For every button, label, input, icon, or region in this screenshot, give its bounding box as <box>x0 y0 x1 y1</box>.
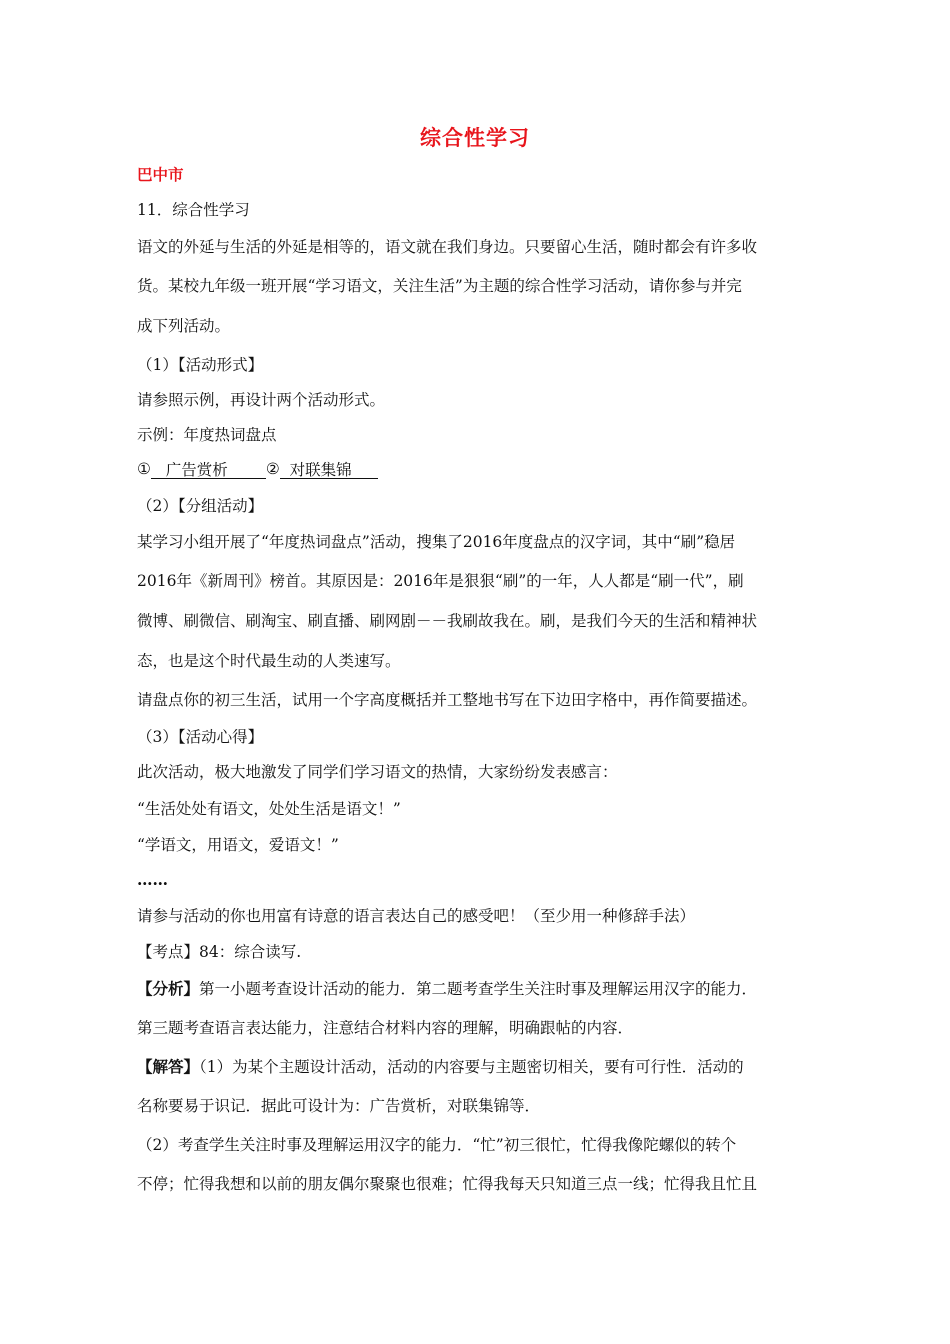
jieda-label: 【解答】 <box>137 1057 200 1076</box>
intro-line-1: 语文的外延与生活的外延是相等的，语文就在我们身边。只要留心生活，随时都会有许多收 <box>137 238 758 256</box>
answer-mark-1: ① <box>137 460 151 478</box>
intro-line-2: 货。某校九年级一班开展“学习语文，关注生活”为主题的综合性学习活动，请你参与并完 <box>137 277 742 295</box>
part1-prompt: 请参照示例，再设计两个活动形式。 <box>137 391 386 409</box>
answer-blank-1 <box>151 460 266 479</box>
intro-line-3: 成下列活动。 <box>137 317 231 335</box>
jieda-line-2: 名称要易于识记．据此可设计为：广告赏析，对联集锦等． <box>137 1097 541 1115</box>
answer-2: 对联集锦 <box>289 461 352 479</box>
kaodian-text: 84：综合读写. <box>199 943 302 961</box>
answer-blank-2 <box>280 460 378 479</box>
jieda-line-1 <box>137 1057 744 1077</box>
part1-example: 示例：年度热词盘点 <box>137 426 277 444</box>
jieda-text-1: （1）为某个主题设计活动，活动的内容要与主题密切相关，要有可行性．活动的 <box>199 1058 744 1076</box>
part3-line-1: 此次活动，极大地激发了同学们学习语文的热情，大家纷纷发表感言： <box>137 763 618 781</box>
answer-mark-2: ② <box>265 460 280 478</box>
part3-line-3: “学语文，用语文，爱语文！” <box>137 836 339 854</box>
page-title: 综合性学习 <box>420 126 530 150</box>
jieda-line-3: （2）考查学生关注时事及理解运用汉字的能力．“忙”初三很忙，忙得我像陀螺似的转个 <box>137 1136 737 1154</box>
part2-heading: （2）【分组活动】 <box>137 497 264 515</box>
part1-answers <box>137 459 378 479</box>
fenxi-line-1 <box>137 979 757 999</box>
region-heading: 巴中市 <box>137 166 184 184</box>
answer-1: 广告赏析 <box>165 461 228 479</box>
part3-ellipsis: …… <box>137 870 168 889</box>
part2-line-4: 态，也是这个时代最生动的人类速写。 <box>137 652 401 670</box>
fenxi-label: 【分析】 <box>137 979 200 998</box>
kaodian-label: 【考点】 <box>137 943 200 961</box>
part3-line-5: 请参与活动的你也用富有诗意的语言表达自己的感受吧！（至少用一种修辞手法） <box>137 907 696 925</box>
part2-line-5: 请盘点你的初三生活，试用一个字高度概括并工整地书写在下边田字格中，再作简要描述。 <box>137 691 758 709</box>
fenxi-line-2: 第三题考查语言表达能力，注意结合材料内容的理解，明确跟帖的内容． <box>137 1019 634 1037</box>
fenxi-text-1: 第一小题考查设计活动的能力．第二题考查学生关注时事及理解运用汉字的能力． <box>199 980 758 998</box>
part2-line-3: 微博、刷微信、刷淘宝、刷直播、刷网剧－－我刷故我在。刷，是我们今天的生活和精神状 <box>137 612 758 630</box>
kaodian-line <box>137 942 301 962</box>
part3-line-2: “生活处处有语文，处处生活是语文！” <box>137 800 401 818</box>
question-number-title: 11．综合性学习 <box>137 201 250 219</box>
part2-line-2: 2016年《新周刊》榜首。其原因是：2016年是狠狠“刷”的一年，人人都是“刷一代”，刷 <box>137 572 744 590</box>
jieda-line-4: 不停；忙得我想和以前的朋友偶尔聚聚也很难；忙得我每天只知道三点一线；忙得我且忙且 <box>137 1175 758 1193</box>
part2-line-1: 某学习小组开展了“年度热词盘点”活动，搜集了2016年度盘点的汉字词，其中“刷”稳居 <box>137 533 736 551</box>
part1-heading: （1）【活动形式】 <box>137 356 264 374</box>
part3-heading: （3）【活动心得】 <box>137 728 264 746</box>
